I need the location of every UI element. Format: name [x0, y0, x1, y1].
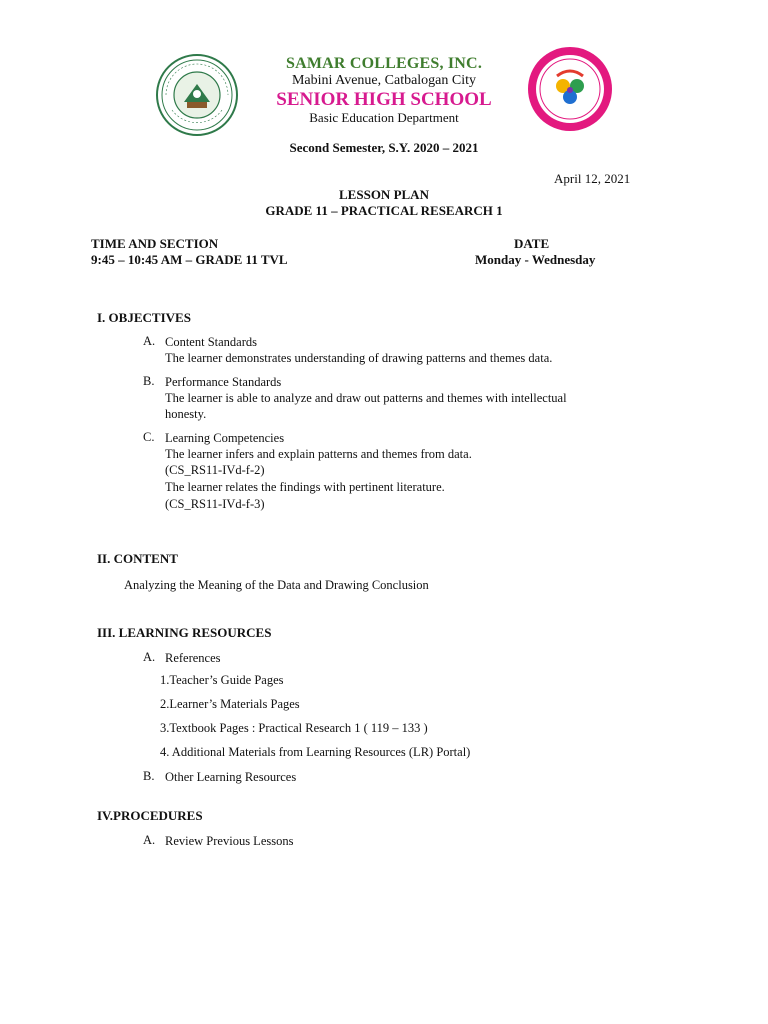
content-heading: II. CONTENT — [97, 551, 178, 566]
department-name: Basic Education Department — [309, 110, 459, 125]
performance-standards-text: The learner is able to analyze and draw out patterns and themes with intellectual — [165, 391, 567, 405]
document-date: April 12, 2021 — [554, 171, 631, 186]
other-learning-resources-title: Other Learning Resources — [165, 770, 297, 784]
list-marker: A. — [143, 334, 156, 348]
review-previous-lessons-title: Review Previous Lessons — [165, 834, 294, 848]
performance-standards-title: Performance Standards — [165, 375, 282, 389]
content-text: Analyzing the Meaning of the Data and Drawing Conclusion — [124, 578, 429, 592]
objectives-heading: I. OBJECTIVES — [97, 310, 191, 325]
semester-line: Second Semester, S.Y. 2020 – 2021 — [289, 140, 479, 155]
procedures-heading: IV.PROCEDURES — [97, 808, 203, 823]
reference-item: 3.Textbook Pages : Practical Research 1 ( 119 – 133 ) — [160, 721, 428, 735]
division-title: SENIOR HIGH SCHOOL — [276, 89, 492, 110]
list-marker: B. — [143, 374, 155, 388]
time-section-label: TIME AND SECTION — [91, 236, 219, 251]
learning-competency-2: The learner relates the findings with pertinent literature. — [165, 480, 445, 494]
school-address: Mabini Avenue, Catbalogan City — [291, 73, 477, 88]
reference-item: 1.Teacher’s Guide Pages — [160, 673, 284, 687]
list-marker: B. — [143, 769, 155, 783]
list-marker: A. — [143, 833, 156, 847]
learning-resources-heading: III. LEARNING RESOURCES — [97, 625, 272, 640]
school-name: SAMAR COLLEGES, INC. — [285, 55, 483, 72]
performance-standards-text-cont: honesty. — [165, 407, 207, 421]
reference-item: 4. Additional Materials from Learning Resources (LR) Portal) — [160, 745, 471, 759]
learning-competency-1: The learner infers and explain patterns and themes from data. — [165, 447, 472, 461]
list-marker: A. — [143, 650, 156, 664]
learning-competencies-title: Learning Competencies — [165, 431, 285, 445]
time-section-value: 9:45 – 10:45 AM – GRADE 11 TVL — [91, 252, 288, 267]
list-marker: C. — [143, 430, 155, 444]
schedule-date-value: Monday - Wednesday — [475, 252, 596, 267]
lesson-plan-title: LESSON PLAN — [339, 187, 429, 202]
learning-competency-1-code: (CS_RS11-IVd-f-2) — [165, 463, 265, 477]
learning-competency-2-code: (CS_RS11-IVd-f-3) — [165, 497, 265, 511]
references-title: References — [165, 651, 221, 665]
reference-item: 2.Learner’s Materials Pages — [160, 697, 300, 711]
content-standards-text: The learner demonstrates understanding of drawing patterns and themes data. — [165, 351, 553, 365]
schedule-date-label: DATE — [514, 236, 550, 251]
content-standards-title: Content Standards — [165, 335, 258, 349]
lesson-plan-subject: GRADE 11 – PRACTICAL RESEARCH 1 — [265, 203, 503, 218]
